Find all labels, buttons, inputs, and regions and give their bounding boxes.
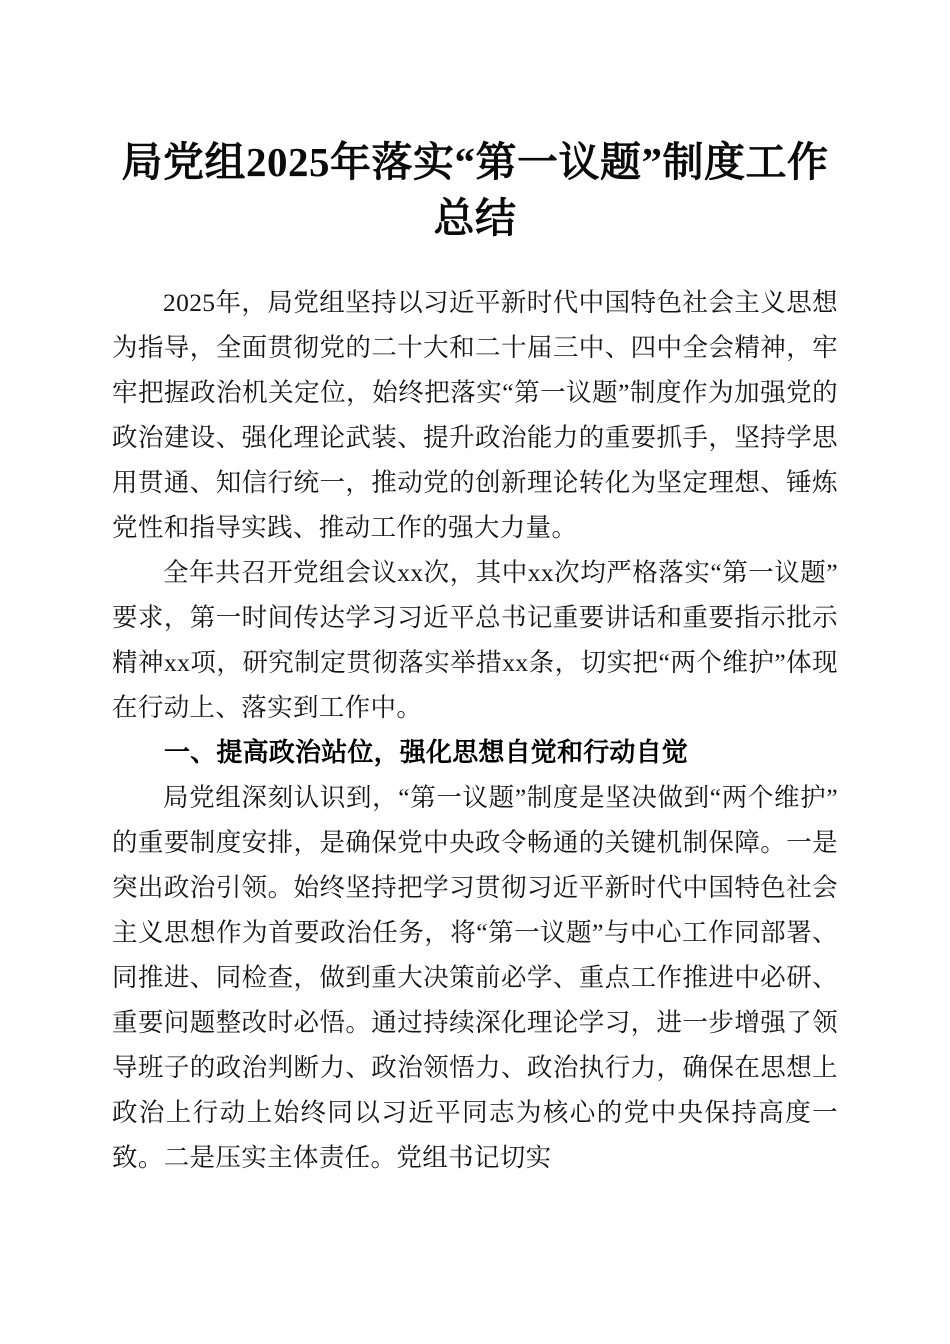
paragraph-statistics: 全年共召开党组会议xx次，其中xx次均严格落实“第一议题”要求，第一时间传达学习习近平总书记重要讲话和重要指示批示精神xx项，研究制定贯彻落实举措xx条，切实把“两个维护”体现在行动上、落实到工作中。 [112,558,838,722]
document-body [112,280,838,1180]
document-content [112,0,838,1180]
heading-section-one: 一、提高政治站位，强化思想自觉和行动自觉 [164,737,689,767]
paragraph-section-one-body: 局党组深刻认识到，“第一议题”制度是坚决做到“两个维护”的重要制度安排，是确保党中央政令畅通的关键机制保障。一是突出政治引领。始终坚持把学习贯彻习近平新时代中国特色社会主义思想作为首要政治任务，将“第一议题”与中心工作同部署、同推进、同检查，做到重大决策前必学、重点工作推进中必研、重要问题整改时必悟。通过持续深化理论学习，进一步增强了领导班子的政治判断力、政治领悟力、政治执行力，确保在思想上政治上行动上始终同以习近平同志为核心的党中央保持高度一致。二是压实主体责任。党组书记切实 [112,783,838,1172]
paragraph-overview: 2025年，局党组坚持以习近平新时代中国特色社会主义思想为指导，全面贯彻党的二十大和二十届三中、四中全会精神，牢牢把握政治机关定位，始终把落实“第一议题”制度作为加强党的政治建设、强化理论武装、提升政治能力的重要抓手，坚持学思用贯通、知信行统一，推动党的创新理论转化为坚定理想、锤炼党性和指导实践、推动工作的强大力量。 [112,288,838,542]
page-title: 局党组2025年落实“第一议题”制度工作总结 [121,139,829,241]
